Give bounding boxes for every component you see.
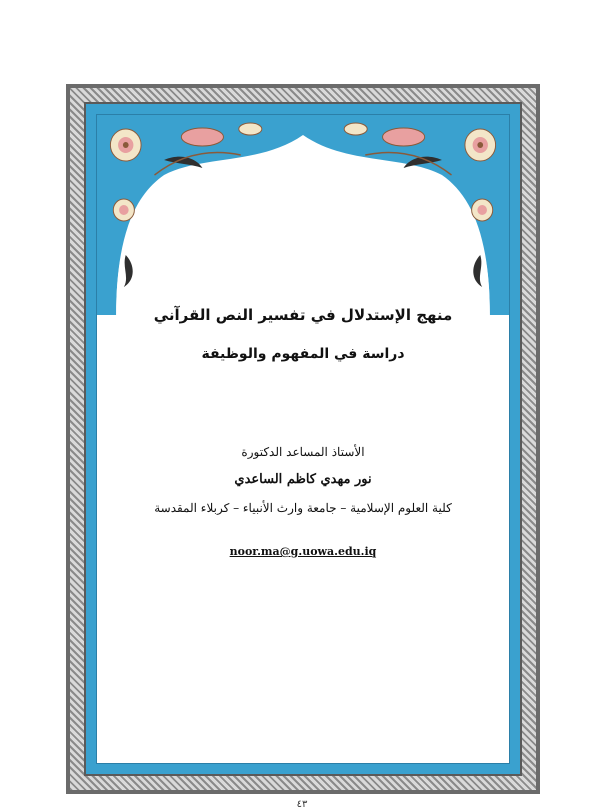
document-subtitle: دراسة في المفهوم والوظيفة [201,346,405,362]
blue-band [84,102,522,776]
author-affiliation: كلية العلوم الإسلامية – جامعة وارث الأنبياء – كربلاء المقدسة [154,501,452,515]
arabesque-arch-ornament [97,115,509,315]
page-number: ٤٣ [296,799,308,810]
ornamental-border [66,84,540,794]
document-title: منهج الإستدلال في تفسير النص القرآني [153,306,453,324]
author-email[interactable] [97,545,509,558]
content-area [96,114,510,764]
email-link[interactable]: noor.ma@g.uowa.edu.iq [229,545,377,558]
author-rank: الأستاذ المساعد الدكتورة [241,445,365,459]
author-name: نور مهدي كاظم الساعدي [234,472,372,487]
